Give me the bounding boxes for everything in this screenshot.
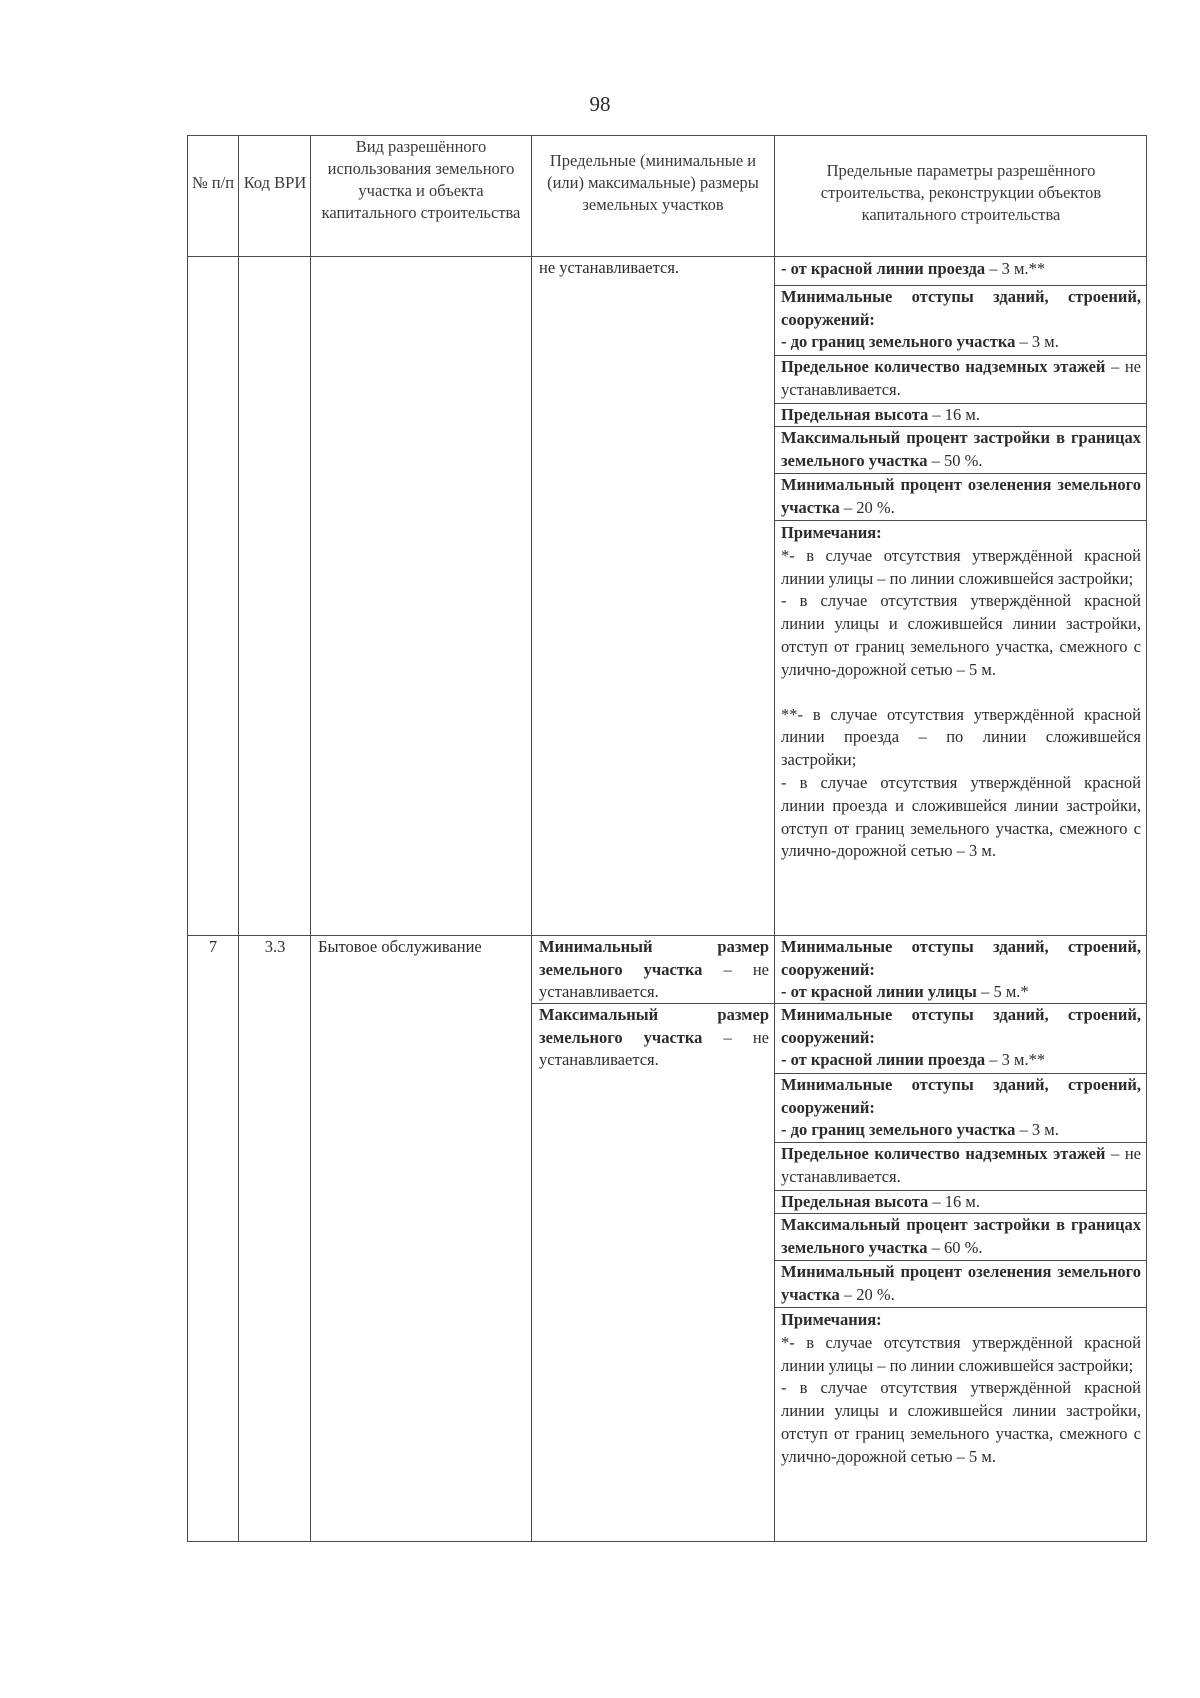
- param-build-percent: Максимальный процент застройки в границах земельного участка – 60 %.: [781, 1215, 1141, 1257]
- param-indent-road: - от красной линии проезда – 3 м.**: [781, 259, 1046, 278]
- notes-row7: Примечания: *- в случае отсутствия утверждённой красной линии улицы – по линии сложившейся застройки; - в случае отсутствия утверждённой красной линии улицы и сложившейся линии застройки, отступ от границ земельного участка, смежного с улично-дорожной сетью – 5 м.: [781, 1310, 1141, 1466]
- header-size: Предельные (минимальные и (или) максимальные) размеры земельных участков: [547, 151, 759, 214]
- cell-divider: [774, 1307, 1146, 1308]
- param-height: Предельная высота – 16 м.: [781, 405, 980, 424]
- param-green-percent: Минимальный процент озеленения земельного участка – 20 %.: [781, 475, 1141, 517]
- param-indent-plot: Минимальные отступы зданий, строений, сооружений: - до границ земельного участка – 3 м.: [781, 1075, 1141, 1139]
- row-type: Бытовое обслуживание: [318, 937, 482, 956]
- header-code: Код ВРИ: [243, 173, 307, 192]
- param-indent-road: Минимальные отступы зданий, строений, сооружений: - от красной линии проезда – 3 м.**: [781, 1005, 1141, 1069]
- param-height: Предельная высота – 16 м.: [781, 1192, 980, 1211]
- row-num: 7: [208, 937, 218, 956]
- header-params: Предельные параметры разрешённого строительства, реконструкции объектов капитального строительства: [820, 161, 1102, 224]
- param-indent-street: Минимальные отступы зданий, строений, сооружений: - от красной линии улицы – 5 м.*: [781, 937, 1141, 1001]
- col-divider: [774, 136, 775, 1541]
- param-green-percent: Минимальный процент озеленения земельного участка – 20 %.: [781, 1262, 1141, 1304]
- param-build-percent: Максимальный процент застройки в границах земельного участка – 50 %.: [781, 428, 1141, 470]
- col-divider: [238, 136, 239, 1541]
- notes-top: Примечания: *- в случае отсутствия утверждённой красной линии улицы – по линии сложившейся застройки; - в случае отсутствия утверждённой красной линии улицы и сложившейся линии застройки, отступ от границ земельного участка, смежного с улично-дорожной сетью – 5 м. **- в случае отсутствия утверждённой красной линии проезда – по линии сложившейся застройки; - в случае отсутствия утверждённой красной линии проезда и сложившейся линии застройки, отступ от границ земельного участка, смежного с улично-дорожной сетью – 3 м.: [781, 523, 1141, 861]
- param-indent-plot: Минимальные отступы зданий, строений, сооружений: - до границ земельного участка – 3 м.: [781, 287, 1141, 351]
- size-min: Минимальный размер земельного участка – не устанавливается.: [539, 937, 769, 1001]
- size-max: Максимальный размер земельного участка – не устанавливается.: [539, 1005, 769, 1069]
- page-number: 98: [589, 92, 611, 116]
- header-type: Вид разрешённого использования земельного участка и объекта капитального строительства: [321, 137, 521, 222]
- size-cell: не устанавливается.: [539, 258, 680, 277]
- col-divider: [531, 136, 532, 1541]
- param-floors: Предельное количество надземных этажей – не устанавливается.: [781, 357, 1141, 399]
- param-floors: Предельное количество надземных этажей – не устанавливается.: [781, 1144, 1141, 1186]
- cell-divider: [774, 520, 1146, 521]
- row-code: 3.3: [264, 937, 286, 956]
- col-divider: [310, 136, 311, 1541]
- regulations-table: [187, 135, 1147, 1542]
- header-num: № п/п: [191, 173, 235, 192]
